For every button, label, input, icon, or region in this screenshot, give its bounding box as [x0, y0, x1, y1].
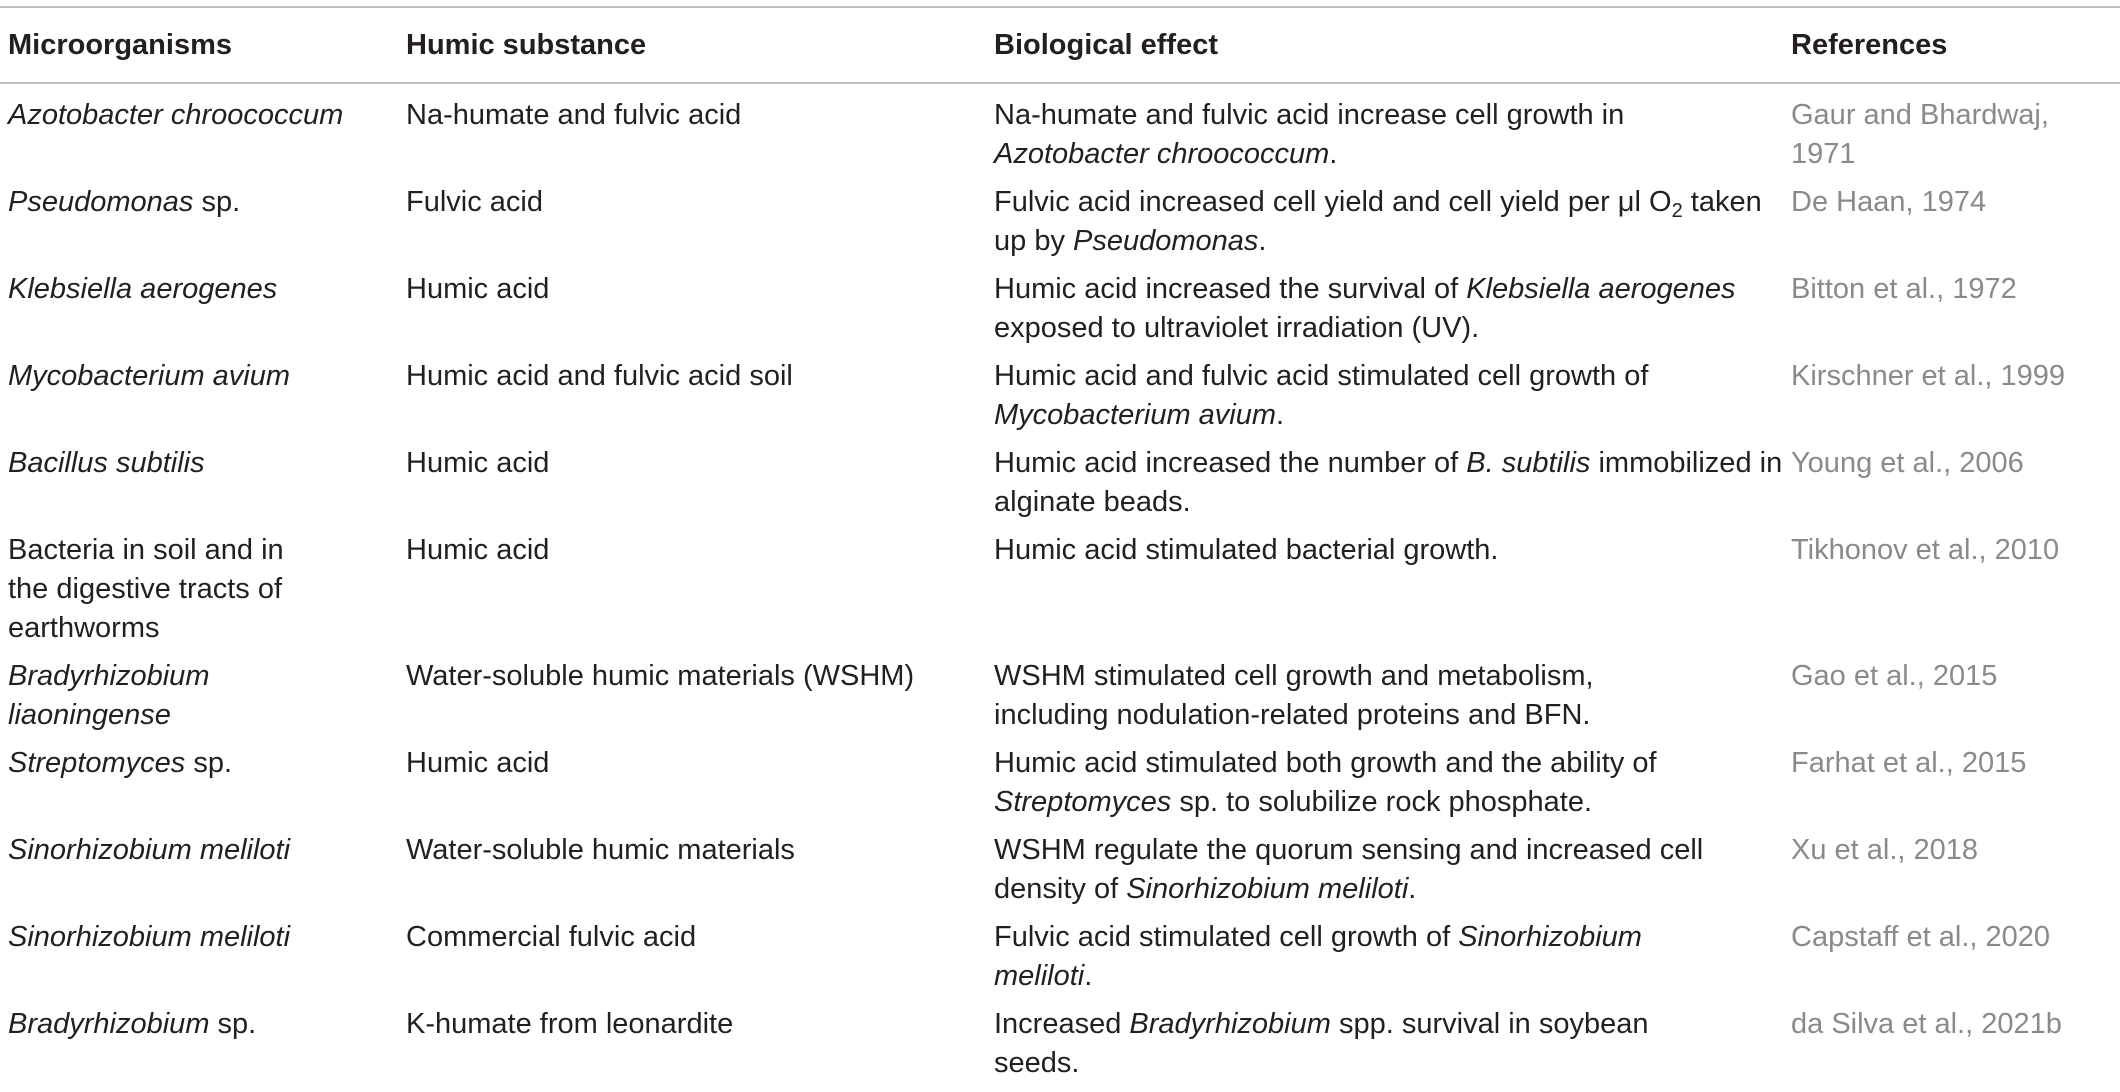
table-row	[0, 83, 2120, 183]
cell-effect: Humic acid stimulated bacterial growth.	[994, 534, 1499, 566]
cell-substance: Humic acid	[406, 273, 550, 305]
cell-effect	[986, 918, 1783, 1005]
table-row	[0, 531, 2120, 657]
cell-substance: Water-soluble humic materials (WSHM)	[406, 660, 915, 692]
effect-text: Fulvic acid stimulated cell growth of	[994, 921, 1451, 953]
cell-reference[interactable]: Tikhonov et al., 2010	[1791, 534, 2060, 566]
organism-name: Klebsiella aerogenes	[8, 273, 278, 305]
effect-italic: Klebsiella aerogenes	[1466, 273, 1736, 305]
cell-reference[interactable]: Capstaff et al., 2020	[1791, 921, 2051, 953]
table-row	[0, 444, 2120, 531]
cell-organism	[0, 270, 398, 357]
cell-substance: Humic acid	[406, 447, 550, 479]
effect-subscript: 2	[1671, 200, 1683, 222]
organism-suffix: sp.	[201, 186, 241, 218]
cell-effect	[986, 444, 1783, 531]
organism-name: Mycobacterium avium	[8, 360, 291, 392]
cell-substance: Humic acid and fulvic acid soil	[406, 360, 793, 392]
effect-italic: Bradyrhizobium	[1129, 1008, 1331, 1040]
table-body	[0, 83, 2120, 1092]
effect-text: Humic acid and fulvic acid stimulated cell growth of	[994, 360, 1649, 392]
effect-text: immobilized in alginate beads.	[994, 447, 1783, 518]
organism-name: Bradyrhizobium	[8, 1008, 210, 1040]
table-row	[0, 270, 2120, 357]
table-row	[0, 744, 2120, 831]
effect-text: Na-humate and fulvic acid increase cell growth in	[994, 99, 1625, 131]
cell-effect	[986, 183, 1783, 270]
organism-name: Pseudomonas	[8, 186, 194, 218]
cell-organism	[0, 1005, 398, 1092]
effect-text: taken up by	[994, 186, 1762, 257]
cell-reference[interactable]: De Haan, 1974	[1791, 186, 1987, 218]
effect-italic: Streptomyces	[994, 786, 1172, 818]
cell-substance: K-humate from leonardite	[406, 1008, 734, 1040]
cell-reference[interactable]: Gao et al., 2015	[1791, 660, 1998, 692]
effect-text: WSHM regulate the quorum sensing and increased cell density of	[994, 834, 1704, 905]
effect-text: sp. to solubilize rock phosphate.	[1179, 786, 1593, 818]
effect-italic: Sinorhizobium meliloti	[1126, 873, 1409, 905]
table-row	[0, 918, 2120, 1005]
effect-text: Humic acid increased the survival of	[994, 273, 1459, 305]
table-header	[0, 7, 2120, 83]
effect-italic: B. subtilis	[1466, 447, 1591, 479]
organism-name: Sinorhizobium meliloti	[8, 834, 291, 866]
organism-name: Streptomyces	[8, 747, 186, 779]
effect-italic: Pseudomonas	[1073, 225, 1259, 257]
cell-substance: Water-soluble humic materials	[406, 834, 795, 866]
effect-text: .	[1084, 960, 1093, 992]
table-row	[0, 1005, 2120, 1092]
organism-name: Sinorhizobium meliloti	[8, 921, 291, 953]
organism-name: Bacillus subtilis	[8, 447, 205, 479]
cell-reference[interactable]: Xu et al., 2018	[1791, 834, 1979, 866]
organism-suffix: sp.	[193, 747, 233, 779]
cell-effect	[986, 1005, 1783, 1092]
cell-organism	[0, 83, 398, 183]
header-biological-effect: Biological effect	[994, 29, 1218, 61]
table-row	[0, 357, 2120, 444]
effect-text: .	[1408, 873, 1417, 905]
cell-substance: Humic acid	[406, 534, 550, 566]
cell-effect	[986, 744, 1783, 831]
effect-text: Humic acid stimulated both growth and the ability of	[994, 747, 1657, 779]
cell-substance: Humic acid	[406, 747, 550, 779]
table-row	[0, 657, 2120, 744]
cell-organism	[0, 918, 398, 1005]
cell-substance: Commercial fulvic acid	[406, 921, 697, 953]
effect-text: .	[1258, 225, 1267, 257]
effect-text: Increased	[994, 1008, 1122, 1040]
cell-substance: Na-humate and fulvic acid	[406, 99, 742, 131]
cell-effect	[986, 270, 1783, 357]
effect-italic: Sinorhizobium meliloti	[994, 921, 1642, 992]
effect-text: spp. survival in soybean seeds.	[994, 1008, 1649, 1079]
cell-substance: Fulvic acid	[406, 186, 543, 218]
header-references: References	[1791, 29, 1948, 61]
effect-text: .	[1329, 138, 1338, 170]
cell-reference[interactable]: Young et al., 2006	[1791, 447, 2024, 479]
cell-effect: WSHM stimulated cell growth and metabolism, including nodulation-related proteins and BFN.	[994, 660, 1594, 731]
cell-organism	[0, 657, 398, 744]
organism-name: Bradyrhizobium liaoningense	[8, 660, 210, 731]
cell-effect	[986, 831, 1783, 918]
organism-name: Azotobacter chroococcum	[8, 99, 344, 131]
data-table	[0, 6, 2120, 1092]
cell-organism	[0, 444, 398, 531]
cell-reference[interactable]: Gaur and Bhardwaj, 1971	[1791, 99, 2049, 170]
cell-reference[interactable]: Kirschner et al., 1999	[1791, 360, 2066, 392]
cell-reference[interactable]: da Silva et al., 2021b	[1791, 1008, 2062, 1040]
cell-effect	[986, 83, 1783, 183]
cell-organism	[0, 357, 398, 444]
effect-text: exposed to ultraviolet irradiation (UV).	[994, 312, 1480, 344]
effect-italic: Azotobacter chroococcum	[994, 138, 1330, 170]
cell-organism	[0, 183, 398, 270]
cell-reference[interactable]: Bitton et al., 1972	[1791, 273, 2017, 305]
effect-italic: Mycobacterium avium	[994, 399, 1277, 431]
header-microorganisms: Microorganisms	[8, 29, 232, 61]
cell-organism	[0, 744, 398, 831]
effect-text: Fulvic acid increased cell yield and cell yield per μl O	[994, 186, 1672, 218]
table-row	[0, 831, 2120, 918]
table-row	[0, 183, 2120, 270]
cell-organism	[0, 831, 398, 918]
header-row	[0, 7, 2120, 83]
effect-text: .	[1276, 399, 1285, 431]
cell-effect	[986, 357, 1783, 444]
cell-organism: Bacteria in soil and in the digestive tracts of earthworms	[8, 534, 284, 644]
effect-text: Humic acid increased the number of	[994, 447, 1459, 479]
header-humic-substance: Humic substance	[406, 29, 647, 61]
organism-suffix: sp.	[217, 1008, 257, 1040]
cell-reference[interactable]: Farhat et al., 2015	[1791, 747, 2027, 779]
